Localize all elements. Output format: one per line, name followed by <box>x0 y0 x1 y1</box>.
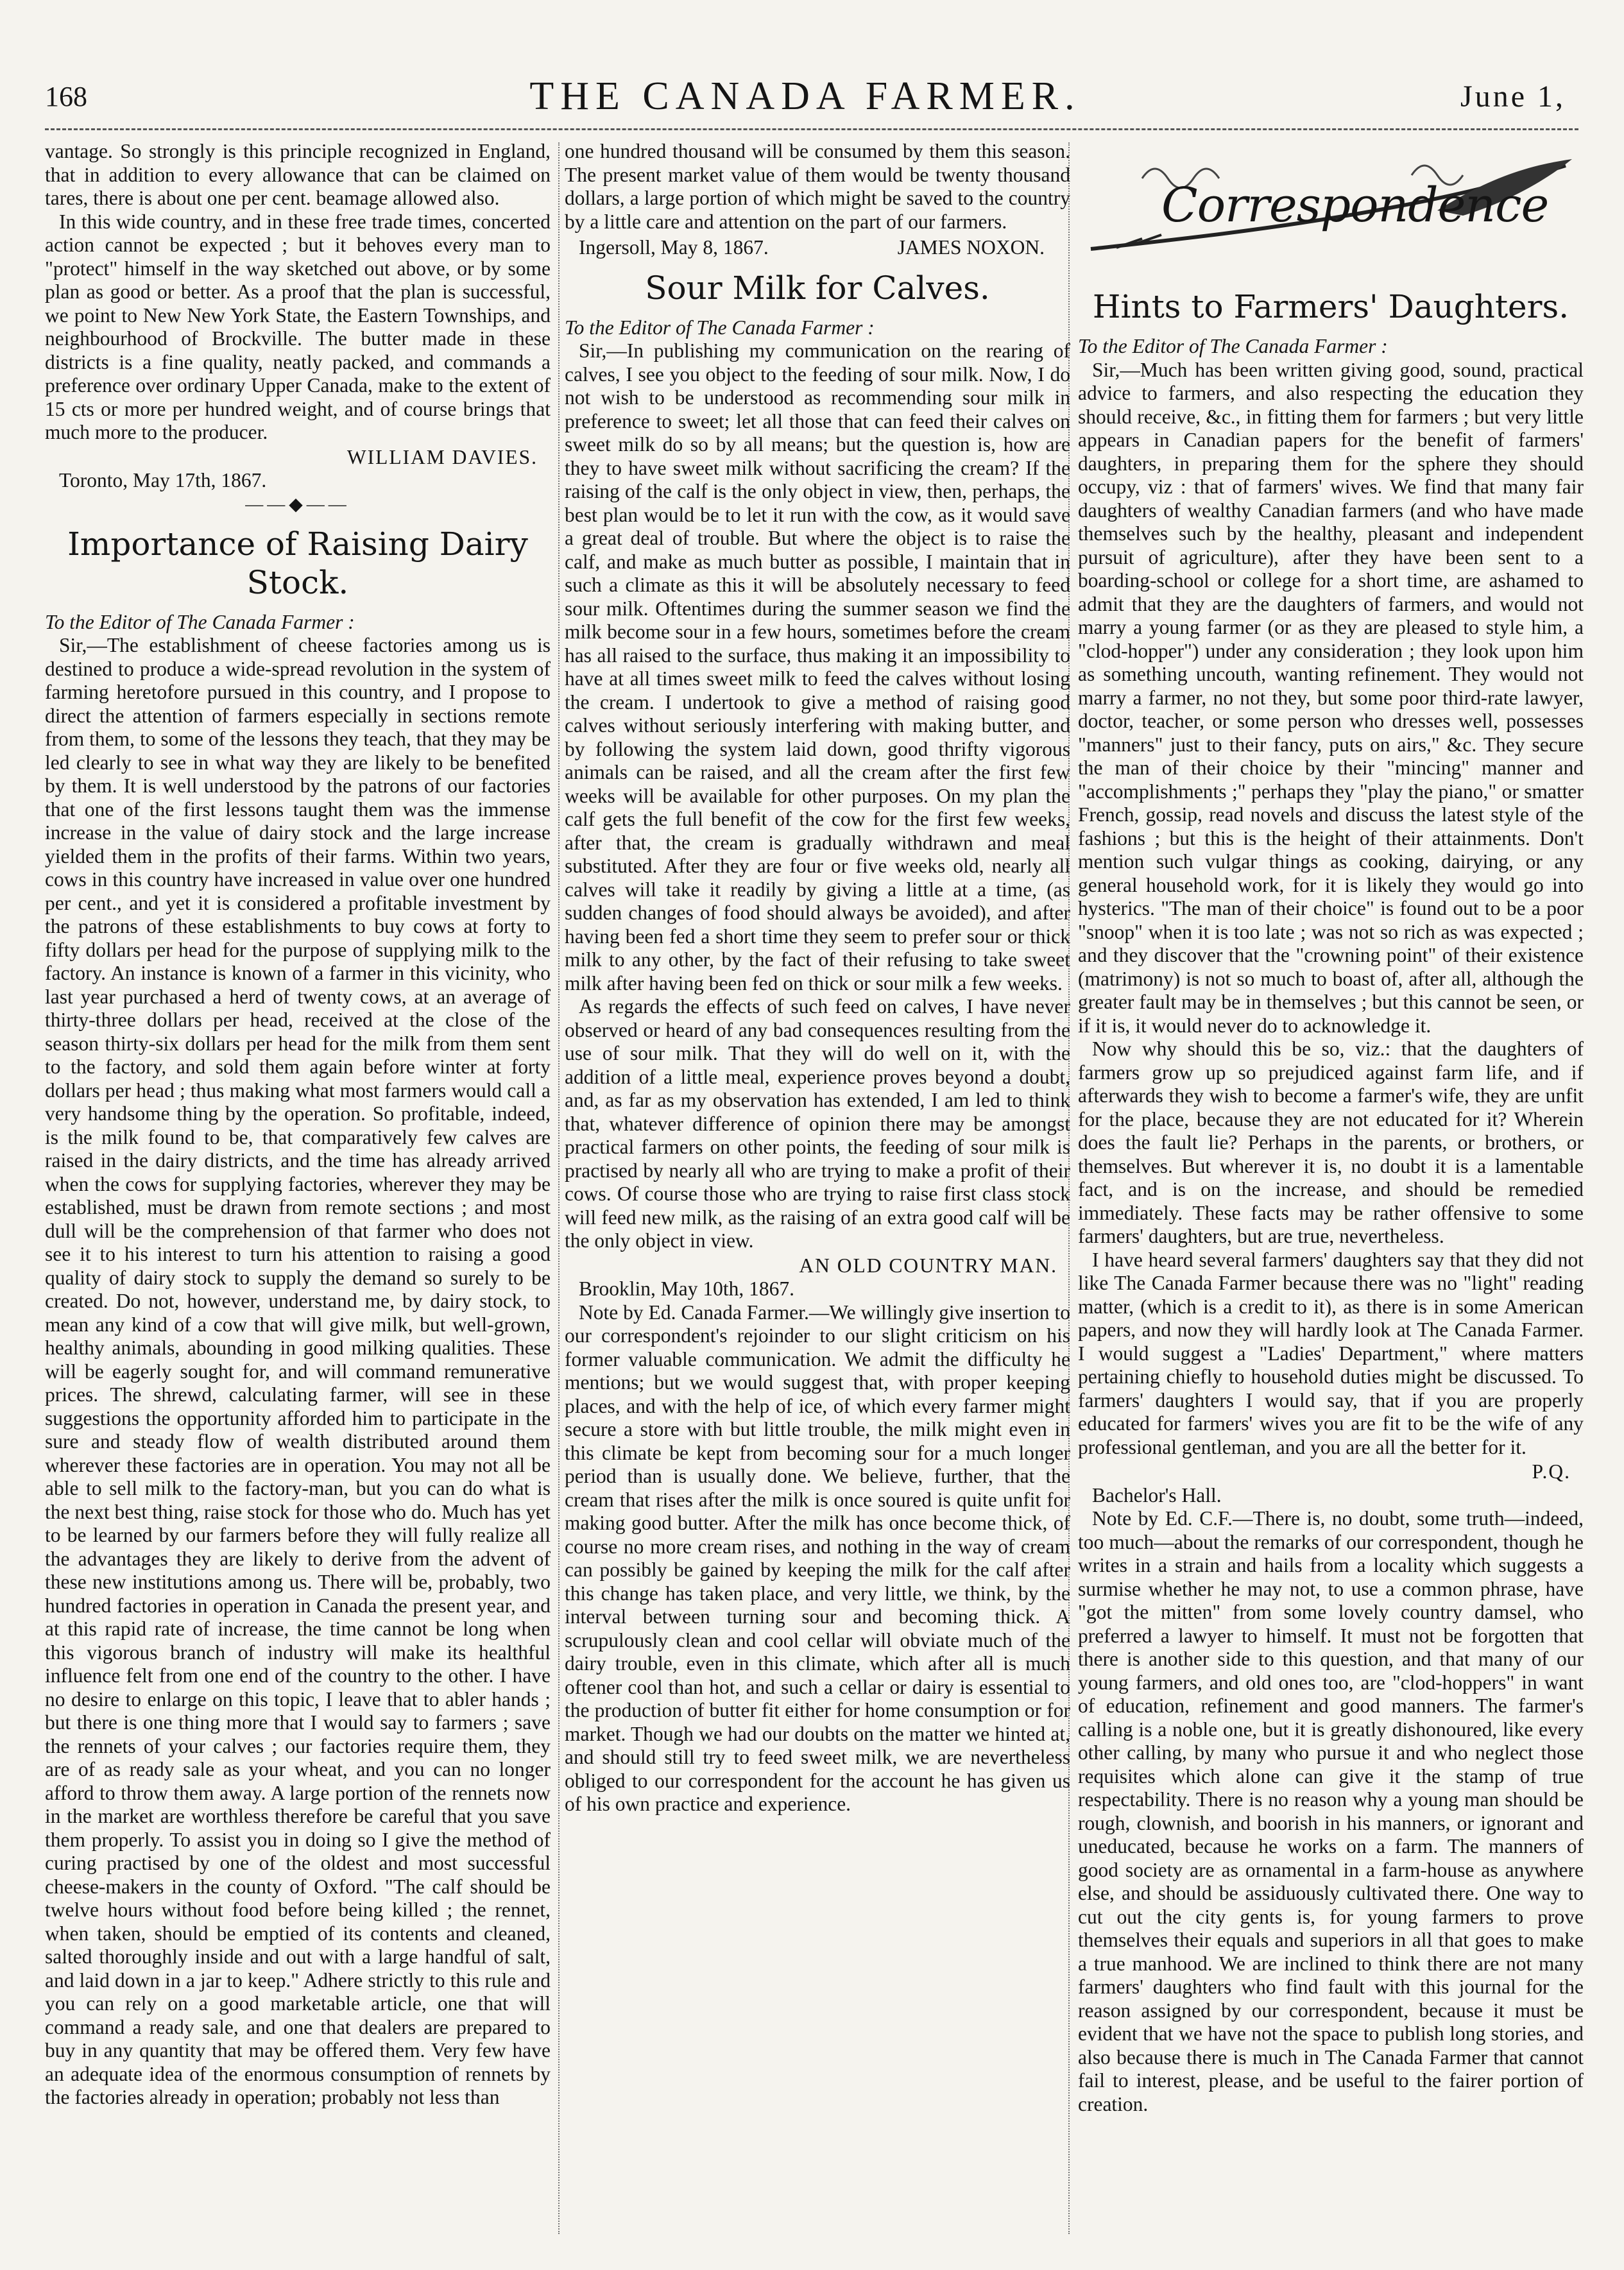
newspaper-title: THE CANADA FARMER. <box>529 74 1081 118</box>
article-paragraph: I have heard several farmers' daughters say that they did not like The Canada Farmer because there was no "light" reading matter, (which is a credit to it), as there is in some American papers, and now they will hardly look at The Canada Farmer. I would suggest a "Ladies' Department," where matters pertaining chiefly to household duties might be discussed. To farmers' daughters I would say, that if you are properly educated for farmers' wives you are fit to be the wife of any professional gentleman, and you are all the better for it. <box>1078 1248 1584 1458</box>
article-paragraph: In this wide country, and in these free trade times, concerted action cannot be expected ; but it behoves every man to "protect" himself in the way sketched out above, or by some plan as good or better. As a proof that the plan is successful, we point to New New York State, the Eastern Townships, and neighbourhood of Brockville. The butter made in these districts is a fine quality, neatly packed, and commands a preference over ordinary Upper Canada, make to the extent of 15 cts or more per hundred weight, and of course brings that much more to the producer. <box>45 210 551 443</box>
article-heading-dairy-stock: Importance of Raising Dairy Stock. <box>67 525 528 601</box>
header-rule <box>45 128 1578 130</box>
author-signature: P.Q. <box>1532 1460 1571 1483</box>
salutation: To the Editor of The Canada Farmer : <box>565 316 875 339</box>
correspondence-banner-label: Correspondence <box>1161 178 1549 233</box>
article-heading-farmers-daughters: Hints to Farmers' Daughters. <box>1092 288 1569 325</box>
column-3 <box>1078 140 1584 2238</box>
salutation: To the Editor of The Canada Farmer : <box>1078 335 1388 357</box>
dateline: Brooklin, May 10th, 1867. <box>579 1277 794 1300</box>
author-signature: JAMES NOXON. <box>897 236 1045 259</box>
author-signature: AN OLD COUNTRY MAN. <box>799 1254 1057 1277</box>
issue-date: June 1, <box>1460 80 1566 114</box>
article-paragraph: Sir,—Much has been written giving good, sound, practical advice to farmers, and also respecting the education they should receive, &c., in fitting them for farmers ; but very little appears in Canadian papers for the benefit of farmers' daughters, in preparing them for the sphere they should occupy, viz : that of farmers' wives. We find that many fair daughters of wealthy Canadian farmers (and who have made themselves such by the healthy, pleasant and independent pursuit of agriculture), after they have been sent to a boarding-school or college for a short time, are ashamed to admit that they are the daughters of farmers, and would not marry a young farmer (or as they are pleased to style him, a "clod-hopper") under any consideration ; they look upon him as something uncouth, wanting refinement. They would not marry a farmer, no not they, but some poor third-rate lawyer, doctor, teacher, or some person who dresses well, possesses "manners" just to their fancy, puts on airs," &c. They secure the man of their choice by their "mincing" manner and "accomplishments ;" perhaps they "play the piano," or smatter French, gossip, read novels and discuss the latest style of the fashions ; but this is the height of their attainments. Don't mention such vulgar things as cooking, dairying, or any general household work, for it is likely they would go into hysterics. "The man of their choice" is found out to be a poor "snoop" when it is too late ; was not so rich as was expected ; and they discover that the "crowning point" of their existence (matrimony) is not so much to boast of, after all, although the greater fault may be in themselves ; but this cannot be seen, or if it is, it would never do to acknowledge it. <box>1078 358 1584 1037</box>
salutation: To the Editor of The Canada Farmer : <box>45 610 355 633</box>
article-paragraph: As regards the effects of such feed on calves, I have never observed or heard of any bad consequences resulting from the use of sour milk. That they will do well on it, with the addition of a little meal, experience proves beyond a doubt, and, as far as my observation has extended, I am led to think that, whatever difference of opinion there may be amongst practical farmers on other points, the feeding of sour milk is practised by nearly all who are trying to make a profit of their cows. Of course those who are trying to raise first class stock will feed new milk, as the raising of an extra good calf will be the only object in view. <box>565 995 1070 1252</box>
article-continuation: vantage. So strongly is this principle recognized in England, that in addition to every allowance that can be claimed on tares, there is about one per cent. beamage allowed also. <box>45 140 551 209</box>
editor-note: Note by Ed. C.F.—There is, no doubt, some truth—indeed, too much—about the remarks of our correspondent, though he writes in a strain and hails from a locality which suggests a surmise whether he may not, to use a common phrase, have "got the mitten" from some lovely country damsel, who preferred a lawyer to himself. It must not be forgotten that there is another side to this question, and that many of our young farmers, and old ones too, are "clod-hoppers" in want of education, refinement and good manners. The farmer's calling is a noble one, but it is greatly dishonoured, like every other calling, by many who pursue it and who neglect those requisites which alone can give it the stamp of true respectability. There is no reason why a young man should be rough, clownish, and boorish in his manners, or ignorant and uneducated, because he works on a farm. The manners of good society are as ornamental in a farm-house as anywhere else, and should be assiduously cultivated there. One way to cut out the city gents is, for young farmers to prove themselves their equals and superiors in all that goes to make a true manhood. We are inclined to think there are not many farmers' daughters who find fault with this journal for the reason assigned by our correspondent, because it must be evident that we have not the space to publish long stories, and also because there is much in The Canada Farmer that cannot fail to interest, please, and be useful to the fairer portion of creation. <box>1078 1507 1584 2115</box>
column-2 <box>565 140 1070 2238</box>
column-1 <box>45 140 551 2238</box>
author-place: Bachelor's Hall. <box>1092 1483 1222 1506</box>
editor-note: Note by Ed. Canada Farmer.—We willingly give insertion to our correspondent's rejoinder to our slight criticism on his former valuable communication. We admit the difficulty he mentions; but we would suggest that, with proper keeping places, and with the help of ice, of which every farmer might secure a store with but little trouble, the milk might even in this climate be kept from becoming sour for a much longer period than is usually done. We believe, further, that the cream that rises after the milk is once soured is quite unfit for making good butter. After the milk has once become thick, of course no more cream rises, and nothing in the way of cream can possibly be gained by keeping the milk for the calf after this change has taken place, and very little, we think, by the interval between turning sour and becoming thick. A scrupulously clean and cool cellar will obviate much of the dairy trouble, even in this climate, which after all is much oftener cool than hot, and such a cellar or dairy is essential to the production of butter fit either for home consumption or for market. Though we had our doubts on the matter we hinted at, and should still try to feed sweet milk, we are nevertheless obliged to our correspondent for the account he has given us of his own practice and experience. <box>565 1301 1070 1815</box>
masthead <box>45 67 1566 125</box>
article-paragraph: Now why should this be so, viz.: that the daughters of farmers grow up so prejudiced against farm life, and if afterwards they wish to become a farmer's wife, they are unfit for the place, because they are not educated for it? Wherein does the fault lie? Perhaps in the parents, or brothers, or themselves. But wherever it is, no doubt it is a lamentable fact, and is on the increase, and should be remedied immediately. These facts may be rather offensive to some farmers' daughters, but are true, nevertheless. <box>1078 1037 1584 1247</box>
page-number: 168 <box>45 81 87 112</box>
article-paragraph: Sir,—In publishing my communication on the rearing of calves, I see you object to the feeding of sour milk. Now, I do not wish to be understood as recommending sour milk in preference to sweet; let all those that can feed their calves on sweet milk do so by all means; but the question is, how are they to have sweet milk without sacrificing the cream? If the raising of the calf is the only object in view, then, perhaps, the best plan would be to let it run with the cow, as it would save a great deal of trouble. But where the object is to raise the calf, and make as much butter as possible, I maintain that in such a climate as this it will be absolutely necessary to feed sour milk. Oftentimes during the summer season we find the milk become sour in a few hours, sometimes before the cream has all raised to the surface, thus making it an impossibility to have at all times sweet milk to feed the calves without losing the cream. I undertook to give a method of raising good calves without seriously interfering with making butter, and by following the system laid down, good thrifty vigorous animals can be raised, and all the cream after the first few weeks will be available for other purposes. On my plan the calf gets the full benefit of the cow for the first few weeks, after that, the cream is gradually withdrawn and meal substituted. After they are four or five weeks old, nearly all calves will take it readily by giving a little at a time, (as sudden changes of food should always be avoided), and after having been fed a short time they seem to prefer sour or thick milk to any other, by the fact of their refusing to take sweet milk after having been fed on thick or sour milk a few weeks. <box>565 339 1070 994</box>
signature-line <box>579 236 1045 260</box>
dateline: Ingersoll, May 8, 1867. <box>579 236 769 259</box>
dateline: Toronto, May 17th, 1867. <box>59 469 267 491</box>
article-continuation: one hundred thousand will be consumed by them this season. The present market value of them would be twenty thousand dollars, a large portion of which might be saved to the country by a little care and attention on the part of our farmers. <box>565 140 1070 233</box>
article-heading-sour-milk: Sour Milk for Calves. <box>645 269 990 307</box>
author-signature: WILLIAM DAVIES. <box>346 445 538 468</box>
article-body: Sir,—The establishment of cheese factories among us is destined to produce a wide-spread revolution in the system of farming heretofore pursued in this country, and I propose to direct the attention of farmers especially in sections remote from them, to some of the lessons they teach, that they may be led clearly to see in what way they are likely to be benefited by them. It is well understood by the patrons of our factories that one of the first lessons taught them was the immense increase in the value of dairy stock and the large increase yielded them in the profits of their farms. Within two years, cows in this country have increased in value over one hundred per cent., and yet it is considered a profitable investment by the patrons of these establishments to buy cows at forty to fifty dollars per head for the purpose of supplying milk to the factory. An instance is known of a farmer in this vicinity, who last year purchased a herd of twenty cows, at an average of thirty-three dollars per head, received at the close of the season thirty-six dollars per head for the milk from them sent to the factory, and sold them again before winter at forty dollars per head ; thus making what most farmers would call a very handsome thing by the operation. So profitable, indeed, is the milk found to be, that comparatively few calves are raised in the dairy districts, and the time has already arrived when the cows for supplying factories, wherever they may be established, must be drawn from remote sections ; and most dull will be the comprehension of that farmer who does not see it to his interest to turn his attention to raising a good quality of dairy stock to supply the demand so surely to be created. Do not, however, understand me, by dairy stock, to mean any kind of a cow that will give milk, but well-grown, healthy animals, abounding in good milking qualities. These will be eagerly sought for, and will command remunerative prices. The shrewd, calculating farmer, will see in these suggestions the opportunity afforded him to participate in the sure and steady flow of wealth distributed around them wherever these factories are in operation. You may not all be able to sell milk to the factory-man, but you can do what is the next best thing, raise stock for those who do. Much has yet to be learned by our farmers before they will fully realize all the advantages they are likely to derive from the advent of these new institutions among us. There will be, probably, two hundred factories in operation in Canada the present year, and at this rapid rate of increase, the time cannot be long when this vigorous branch of industry will make its healthful influence felt from one end of the country to the other. I have no desire to enlarge on this topic, I leave that to abler hands ; but there is one thing more that I would say to farmers ; save the rennets of your calves ; our factories require them, they are of as ready sale as your wheat, and you can no longer afford to throw them away. A large portion of the rennets now in the market are worthless therefore be careful that you save them properly. To assist you in doing so I give the method of curing practised by one of the oldest and most successful cheese-makers in the county of Oxford. "The calf should be twelve hours without food before being killed ; the rennet, when taken, should be emptied of its contents and cleaned, salted thoroughly inside and out with a large handful of salt, and laid down in a jar to keep." Adhere strictly to this rule and you can rely on a good marketable article, one that will command a ready sale, and one that dealers are prepared to buy in any quantity that may be offered them. Very few have an adequate idea of the enormous consumption of rennets by the factories already in operation; probably not less than <box>45 634 551 2108</box>
correspondence-banner <box>1078 140 1584 268</box>
column-divider <box>558 142 560 2234</box>
section-separator: ——◆—— <box>245 494 350 515</box>
